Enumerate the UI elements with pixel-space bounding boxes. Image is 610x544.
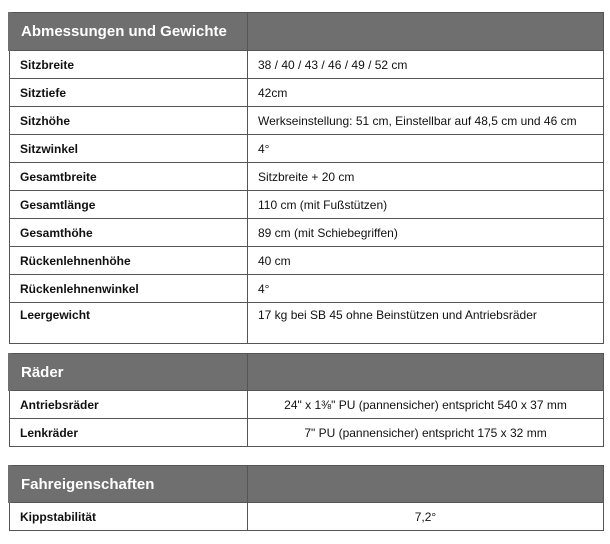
- table-row: [10, 107, 604, 135]
- table-row: [10, 247, 604, 275]
- row-value: 4°: [248, 135, 604, 163]
- row-value: 89 cm (mit Schiebegriffen): [248, 219, 604, 247]
- section-header: [10, 466, 604, 503]
- row-value: 40 cm: [248, 247, 604, 275]
- row-value: 7" PU (pannensicher) entspricht 175 x 32 mm: [248, 419, 604, 447]
- section-title: Fahreigenschaften: [10, 466, 248, 503]
- table-row: [10, 303, 604, 344]
- table-row: [10, 51, 604, 79]
- table-row: [10, 419, 604, 447]
- row-label: Leergewicht: [10, 303, 248, 344]
- row-label: Sitzhöhe: [10, 107, 248, 135]
- table-row: [10, 191, 604, 219]
- row-value: 38 / 40 / 43 / 46 / 49 / 52 cm: [248, 51, 604, 79]
- row-label: Gesamtlänge: [10, 191, 248, 219]
- table-row: [10, 503, 604, 531]
- row-value: 17 kg bei SB 45 ohne Beinstützen und Antriebsräder: [248, 303, 604, 344]
- row-value: 7,2°: [248, 503, 604, 531]
- table-row: [10, 219, 604, 247]
- section-header-empty: [248, 354, 604, 391]
- row-label: Lenkräder: [10, 419, 248, 447]
- driving-properties-table: [8, 465, 604, 531]
- section-header: [10, 13, 604, 51]
- table-row: [10, 275, 604, 303]
- row-label: Sitzbreite: [10, 51, 248, 79]
- table-row: [10, 391, 604, 419]
- row-value: Werkseinstellung: 51 cm, Einstellbar auf 48,5 cm und 46 cm: [248, 107, 604, 135]
- section-header: [10, 354, 604, 391]
- row-label: Kippstabilität: [10, 503, 248, 531]
- section-header-empty: [248, 13, 604, 51]
- table-row: [10, 79, 604, 107]
- wheels-table: [8, 353, 604, 447]
- row-label: Sitzwinkel: [10, 135, 248, 163]
- row-label: Gesamtbreite: [10, 163, 248, 191]
- row-label: Rückenlehnenwinkel: [10, 275, 248, 303]
- section-title: Räder: [10, 354, 248, 391]
- table-row: [10, 135, 604, 163]
- section-title: Abmessungen und Gewichte: [10, 13, 248, 51]
- table-row: [10, 163, 604, 191]
- dimensions-weights-table: [8, 12, 604, 344]
- row-value: 110 cm (mit Fußstützen): [248, 191, 604, 219]
- section-header-empty: [248, 466, 604, 503]
- row-label: Sitztiefe: [10, 79, 248, 107]
- row-label: Rückenlehnenhöhe: [10, 247, 248, 275]
- row-value: 4°: [248, 275, 604, 303]
- row-label: Antriebsräder: [10, 391, 248, 419]
- row-value: Sitzbreite + 20 cm: [248, 163, 604, 191]
- row-value: 42cm: [248, 79, 604, 107]
- row-value: 24" x 1⅜" PU (pannensicher) entspricht 540 x 37 mm: [248, 391, 604, 419]
- row-label: Gesamthöhe: [10, 219, 248, 247]
